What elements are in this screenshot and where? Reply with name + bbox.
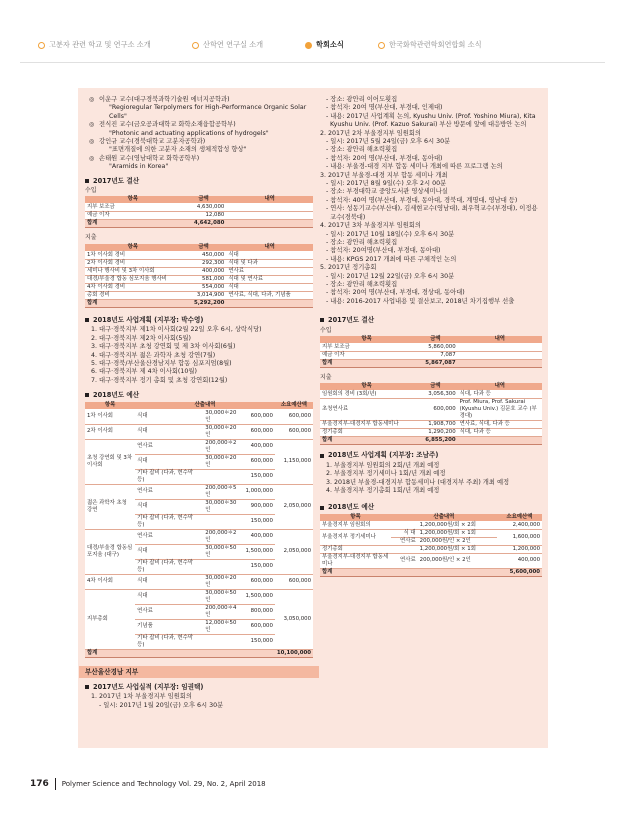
table-cell: 임원회의 경비 (3회/년) [320,391,413,399]
column-header: 소요예산액 [497,514,542,522]
nav-dot-icon [38,42,45,49]
table-cell: 대경/부울경 합동심포지움 (대구) [85,529,135,574]
square-bullet-icon [85,685,89,689]
column-header: 내역 [226,196,313,204]
table-cell: 30,000＊50인 [203,544,243,559]
award-title: "Regioregular Terpolymers for High-Performance Organic Solar Cells" [109,104,307,120]
table-total-row [85,649,313,657]
page-footer [30,778,266,790]
table-cell: 식 대 [391,529,418,537]
table-cell: 600,000 [243,409,274,424]
table-cell: 1,150,000 [275,439,313,484]
table-cell: 1,500,000 [243,589,274,604]
table-cell: 4차 이사회 [85,574,135,589]
table-cell: 150,000 [243,634,274,649]
table-cell: 식대, 다과 등 [458,429,542,437]
section-heading: 2018년도 예산 [85,391,313,399]
expense-label: 지출 [85,234,97,242]
table-cell: 581,000 [181,275,227,283]
table-cell: 1,290,200 [413,429,457,437]
table-row [85,251,313,259]
table-cell: 초청 강연회 및 3차 이사회 [85,439,135,484]
list-item: 4. 부울경지부 정기총회 1회/년 개최 예정 [326,487,440,494]
table-cell: 합계 [85,649,275,657]
table-header-row [85,196,313,204]
table-cell: 4차 이사회 경비 [85,283,181,291]
table-cell: 식대 [226,283,313,291]
table-row [320,343,542,351]
table-cell: 2,050,000 [275,484,313,529]
section-heading: 2017년도 결산 [85,177,313,185]
table-row [320,553,542,568]
table-cell: 5,600,000 [497,568,542,576]
list-item: 1. 대구·경북지부 제1차 이사회(2월 22일 오후 6시, 상락식당) [91,326,262,334]
table-row [320,399,542,421]
square-bullet-icon [320,506,324,510]
table-cell: 세미나 행사비 및 3차 이사회 [85,267,181,275]
table-cell: 식대 [135,454,203,469]
award-body [99,138,246,155]
table-row [85,212,313,220]
table-cell: 30,000＊20인 [203,454,243,469]
table-cell: 합계 [320,437,413,445]
table-cell [203,514,243,529]
table-cell: 554,000 [181,283,227,291]
section-heading: 2017년도 결산 [320,316,542,324]
award-item [89,96,313,121]
table-row [85,267,313,275]
table-cell [203,634,243,649]
budget-table [85,402,313,658]
column-header: 내역 [226,244,313,252]
table-header-row [320,514,542,522]
list-item: - 내용: KPGS 2017 개최에 따른 구체적인 논의 [326,255,457,263]
table-cell: 식대 [135,409,203,424]
table-row [85,589,313,604]
table-cell [458,343,542,351]
table-cell: 연사료 [135,604,203,619]
table-cell: Prof. Miura, Prof. Sakurai (Kyushu Univ.) 김문호 교수 (부경대) [458,399,542,421]
list-item: 3. 대구·경북지부 초청 강연회 및 제 3차 이사회(6월) [91,343,236,351]
award-name: 강인규 교수(경북대학교 고분자공학과) [99,138,206,146]
table-cell: 합계 [320,359,413,367]
table-row [320,421,542,429]
table-cell: 1차 이사회 경비 [85,251,181,259]
list-item: - 내용: 2016-2017 사업내용 및 결산보고, 2018년 차기집행부 선출 [326,297,515,305]
table-cell: 초청연사료 [320,399,413,421]
branch-banner: 부산울산경남 지부 [79,666,319,678]
plan-list [85,326,313,385]
list-item: - 일시: 2017년 12월 22일(금) 오후 6시 30분 [326,272,455,280]
nav-item-federation-news[interactable]: 한국화학관련학회연합회 소식 [378,40,482,50]
list-item: - 장소: 부경대학교 중앙도서관 영상세미나실 [326,188,448,196]
table-cell: 식대 [135,424,203,439]
settlement-expense-table [85,244,313,308]
nav-dot-icon [378,42,385,49]
list-item: - 일시: 2017년 8월 9일(수) 오후 2시 00분 [326,180,447,188]
table-cell: 연사료 [391,553,418,568]
table-cell: 450,000 [181,251,227,259]
table-cell: 지부 보조금 [85,204,181,212]
table-row [320,391,542,399]
award-bullet-icon: ◎ [89,154,95,162]
list-item: 5. 대구·경북/부산울산경남지부 합동 심포지엄(8월) [91,359,232,367]
table-cell [203,559,243,574]
table-cell: 2,400,000 [497,521,542,529]
list-item: - 내용: 2017년 사업계획 논의, Kyushu Univ. (Prof. Yoshino Miura), Kita Kyushu Univ. (Prof. Kazuo Sakurai) 부산 방문에 앞에 대응방안 논의 [326,112,536,129]
table-header-row [85,402,313,410]
table-row [320,521,542,529]
column-header: 금액 [181,196,227,204]
table-row [320,529,542,537]
table-cell: 1,200,000원/회 × 1회 [418,545,497,553]
award-bullet-icon: ◎ [89,121,95,129]
table-cell: 7,087 [413,351,457,359]
table-cell: 400,000 [243,529,274,544]
settlement-expense-table [320,383,542,445]
table-cell: 10,100,000 [275,649,313,657]
table-cell: 합계 [320,568,497,576]
table-total-row [320,359,542,367]
table-cell: 200,000＊2인 [203,529,243,544]
table-cell: 30,000＊20인 [203,424,243,439]
square-bullet-icon [85,179,89,183]
column-header: 소요예산액 [275,402,313,410]
table-cell: 기타 잡비 (다과, 현수막 등) [135,559,203,574]
list-item: 5. 2017년 정기총회 [320,264,377,272]
table-cell: 1,600,000 [497,529,542,545]
square-bullet-icon [320,454,324,458]
table-cell: 식대 및 연사료 [226,275,313,283]
table-row [85,259,313,267]
list-item: - 내용: 부울경-대경 지부 합동 세미나 개최에 따른 프로그램 논의 [326,163,503,171]
section-heading: 2017년도 사업실적 (지부장: 임권택) [85,683,313,691]
table-cell: 지부총회 [85,589,135,649]
table-cell: 식대 [135,589,203,604]
list-item: 3. 2018년 부울경-대경지부 합동세미나 (대경지부 주최) 개최 예정 [326,478,510,486]
table-header-row [320,336,542,344]
table-cell: 600,000 [243,454,274,469]
award-body [99,155,199,172]
award-title: "Photonic and actuating applications of hydrogels" [109,129,269,137]
table-cell: 연사료 [135,529,203,544]
table-row [85,484,313,499]
column-header: 항목 [320,514,391,522]
table-cell: 예금 이자 [85,212,181,220]
table-row [85,574,313,589]
table-cell: 연사료 [135,484,203,499]
table-cell: 부울경지부 임원회의 [320,521,391,529]
busan-list-right [320,96,542,306]
table-cell: 200,000＊5인 [203,484,243,499]
column-header: 항목 [85,196,181,204]
award-item [89,155,313,172]
table-cell: 200,000＊4인 [203,604,243,619]
table-header-row [320,383,542,391]
list-item: 1. 부울경지부 임원회의 2회/년 개최 예정 [326,461,440,469]
list-item: - 참석자: 20여명(부산대, 부경대, 동아대) [326,247,441,255]
list-item: - 참석자: 20여 명(부산대, 부경대, 인제대) [326,104,443,112]
table-cell: 젊은 과학자 초청 강연 [85,484,135,529]
table-cell: 식대 [135,544,203,559]
column-header: 항목 [320,336,413,344]
award-bullet-icon: ◎ [89,138,95,146]
nav-divider [20,62,605,63]
table-cell: 식대, 다과 등 [458,391,542,399]
award-title: "Aramids in Korea" [109,163,169,171]
busan-list-left [85,693,313,710]
list-item: - 일시: 2017년 10월 18일(수) 오후 6시 30분 [326,230,455,238]
table-cell: 부울경지부-대경지부 합동세미나 [320,553,391,568]
table-row [85,439,313,454]
table-cell: 기타 잡비 (다과, 현수막 등) [135,514,203,529]
table-cell: 150,000 [243,469,274,484]
table-cell [458,351,542,359]
table-cell: 지부 보조금 [320,343,413,351]
table-cell: 30,000＊50인 [203,589,243,604]
square-bullet-icon [85,318,89,322]
award-name: 이운구 교수(대구경북과학기술원 에너지공학과) [99,96,230,103]
table-cell: 식대 [135,574,203,589]
table-cell [458,359,542,367]
table-cell: 연사료, 식대, 다과, 기념품 [226,291,313,299]
table-cell: 1,000,000 [243,484,274,499]
table-cell: 292,300 [181,259,227,267]
table-cell: 5,867,087 [413,359,457,367]
expense-label: 지출 [320,373,332,381]
list-item: 3. 2017년 부울경-대경 지부 합동 세미나 개최 [320,171,448,179]
table-cell: 30,000＊30인 [203,499,243,514]
table-cell: 1,200,000원/회 × 2회 [418,521,497,529]
settlement-income-table [320,336,542,368]
table-cell: 1,908,700 [413,421,457,429]
table-cell: 부울경지부 정기세미나 [320,529,391,545]
plan-list [320,462,542,496]
column-header: 항목 [320,383,413,391]
list-item: - 연사: 성동기교수(부산대), 김세현교수(영남대), 최우혁교수(부경대), 이정용교수(경북대) [326,205,538,221]
left-column [85,96,313,710]
award-name: 손태원 교수(영남대학교 화학공학부) [99,154,200,162]
table-cell: 30,000＊20인 [203,409,243,424]
table-cell: 3,050,000 [275,589,313,649]
table-row [85,409,313,424]
table-cell: 200,000원/인 × 2인 [418,537,497,545]
table-cell [391,545,418,553]
table-cell: 200,000원/인 × 2인 [418,553,497,568]
section-heading: 2018년도 사업계획 (지부장: 조남주) [320,451,542,459]
table-cell: 4,642,080 [181,220,227,228]
table-cell: 1,200,000 [497,545,542,553]
table-cell: 1,500,000 [243,544,274,559]
table-cell [226,204,313,212]
table-cell: 1차 이사회 [85,409,135,424]
table-cell: 600,000 [275,409,313,424]
right-column [320,96,542,577]
list-item: 1. 2017년 1차 부울경지부 임원회의 [91,693,192,701]
column-header: 항목 [85,402,135,410]
table-total-row [320,568,542,576]
list-item: 4. 2017년 3차 부울경지부 임원회의 [320,222,421,230]
table-cell: 200,000＊2인 [203,439,243,454]
nav-item-labs[interactable]: 산학연 연구실 소개 [192,40,263,50]
column-header: 금액 [413,383,457,391]
list-item: 7. 대구·경북지부 정기 총회 및 초청 강연회(12월) [91,376,228,384]
square-bullet-icon [85,393,89,397]
nav-dot-icon [305,42,312,49]
list-item: 2. 2017년 2차 부울경지부 임원회의 [320,129,421,137]
list-item: 6. 대구·경북지부 제 4차 이사회(10월) [91,368,197,376]
budget-table [320,514,542,577]
list-item: - 일시: 2017년 5월 24일(금) 오후 6시 30분 [326,138,451,146]
table-row [85,529,313,544]
square-bullet-icon [320,318,324,322]
nav-dot-icon [192,42,199,49]
table-row [85,275,313,283]
list-item: 4. 대구·경북지부 젊은 과학자 초청 강연(7월) [91,351,216,359]
table-row [85,283,313,291]
table-cell [226,212,313,220]
list-item: 2. 부울경지부 정기세미나 1회/년 개최 예정 [326,470,446,478]
table-cell: 연사료 [135,439,203,454]
table-cell: 5,860,000 [413,343,457,351]
table-cell: 400,000 [243,439,274,454]
table-cell: 기타 잡비 (다과, 현수막 등) [135,469,203,484]
list-item: - 장소: 광안리 이어도횟집 [326,96,398,103]
nav-item-society-news[interactable]: 학회소식 [305,40,344,50]
table-total-row [85,299,313,307]
table-cell [203,469,243,484]
list-item: - 일시: 2017년 1월 20일(금) 오후 6시 30분 [99,701,224,709]
table-cell: 연사료 [226,267,313,275]
column-header: 금액 [413,336,457,344]
list-item: 2. 대구·경북지부 제2차 이사회(5월) [91,334,191,342]
section-heading: 2018년도 사업계획 (지부장: 박수영) [85,316,313,324]
list-item: - 장소: 광안리 해초력횟집 [326,146,398,154]
table-cell: 식대 [226,251,313,259]
table-cell: 5,292,200 [181,299,227,307]
award-bullet-icon: ◎ [89,96,95,103]
column-header: 산출내역 [135,402,275,410]
award-item [89,138,313,155]
table-cell: 1,200,000원/회 × 1회 [418,529,497,537]
column-header: 산출내역 [391,514,497,522]
page-number: 176 [30,779,49,789]
table-cell: 600,000 [275,574,313,589]
table-cell: 2차 이사회 [85,424,135,439]
table-row [85,291,313,299]
table-cell: 30,000＊20인 [203,574,243,589]
list-item: - 참석자: 20여 명(부산대, 부경대, 경상대, 동아대) [326,289,465,297]
table-cell: 600,000 [243,424,274,439]
table-cell: 기념품 [135,619,203,634]
award-list [85,96,313,172]
table-cell: 12,000＊50인 [203,619,243,634]
table-total-row [320,437,542,445]
table-cell: 식대 및 다과 [226,259,313,267]
table-cell: 대경/부울경 합동 심포지움 행사비 [85,275,181,283]
table-cell: 800,000 [243,604,274,619]
table-cell: 600,000 [243,619,274,634]
footer-divider [55,778,56,790]
table-cell: 식대 [135,499,203,514]
table-cell [458,437,542,445]
award-body [99,96,313,121]
table-cell: 부울경지부-대경지부 합동세미나 [320,421,413,429]
table-cell: 합계 [85,299,181,307]
table-row [320,545,542,553]
table-cell [226,299,313,307]
table-row [320,429,542,437]
table-cell: 연사료 [391,537,418,545]
table-total-row [85,220,313,228]
table-cell: 600,000 [275,424,313,439]
column-header: 내역 [458,336,542,344]
table-cell: 150,000 [243,559,274,574]
table-cell: 600,000 [243,574,274,589]
table-header-row [85,244,313,252]
table-cell: 연사료, 식대, 다과 등 [458,421,542,429]
journal-citation: Polymer Science and Technology Vol. 29, No. 2, April 2018 [61,780,266,788]
table-cell: 3,014,900 [181,291,227,299]
table-cell: 400,000 [497,553,542,568]
table-row [85,204,313,212]
award-name: 전식진 교수(금오공과대학교 화학소재융합공학부) [99,121,236,129]
table-cell: 12,080 [181,212,227,220]
list-item: - 장소: 광안리 해초력횟집 [326,238,398,246]
table-row [320,351,542,359]
table-cell: 총회 경비 [85,291,181,299]
list-item: - 장소: 광안리 해초력횟집 [326,280,398,288]
list-item: - 참석자: 20여 명(부산대, 부경대, 동아대) [326,154,443,162]
table-cell: 600,000 [413,399,457,421]
column-header: 내역 [458,383,542,391]
table-cell: 예금 이자 [320,351,413,359]
list-item: - 참석자: 40여 명(부산대, 부경대, 동아대, 경북대, 계명대, 영남대 등) [326,196,518,204]
table-cell: 2,050,000 [275,529,313,574]
table-cell: 3,056,300 [413,391,457,399]
award-title: "표면개질에 의한 고분자 소재의 생체적합성 향상" [109,146,247,154]
award-item [89,121,313,138]
award-body [99,121,269,138]
table-cell: 합계 [85,220,181,228]
table-cell: 정기총회 [320,545,391,553]
table-cell: 4,630,000 [181,204,227,212]
table-row [85,424,313,439]
table-cell: 6,855,200 [413,437,457,445]
nav-item-schools[interactable]: 고분자 관련 학교 및 연구소 소개 [38,40,151,50]
table-cell: 기타 잡비 (다과, 현수막 등) [135,634,203,649]
table-cell [391,521,418,529]
table-cell: 400,000 [181,267,227,275]
income-label: 수입 [320,326,332,334]
table-cell: 150,000 [243,514,274,529]
table-cell: 정기총회 [320,429,413,437]
column-header: 금액 [181,244,227,252]
table-cell [226,220,313,228]
table-cell: 2차 이사회 경비 [85,259,181,267]
section-heading: 2018년도 예산 [320,503,542,511]
income-label: 수입 [85,187,97,195]
table-cell: 900,000 [243,499,274,514]
settlement-income-table [85,196,313,228]
column-header: 항목 [85,244,181,252]
